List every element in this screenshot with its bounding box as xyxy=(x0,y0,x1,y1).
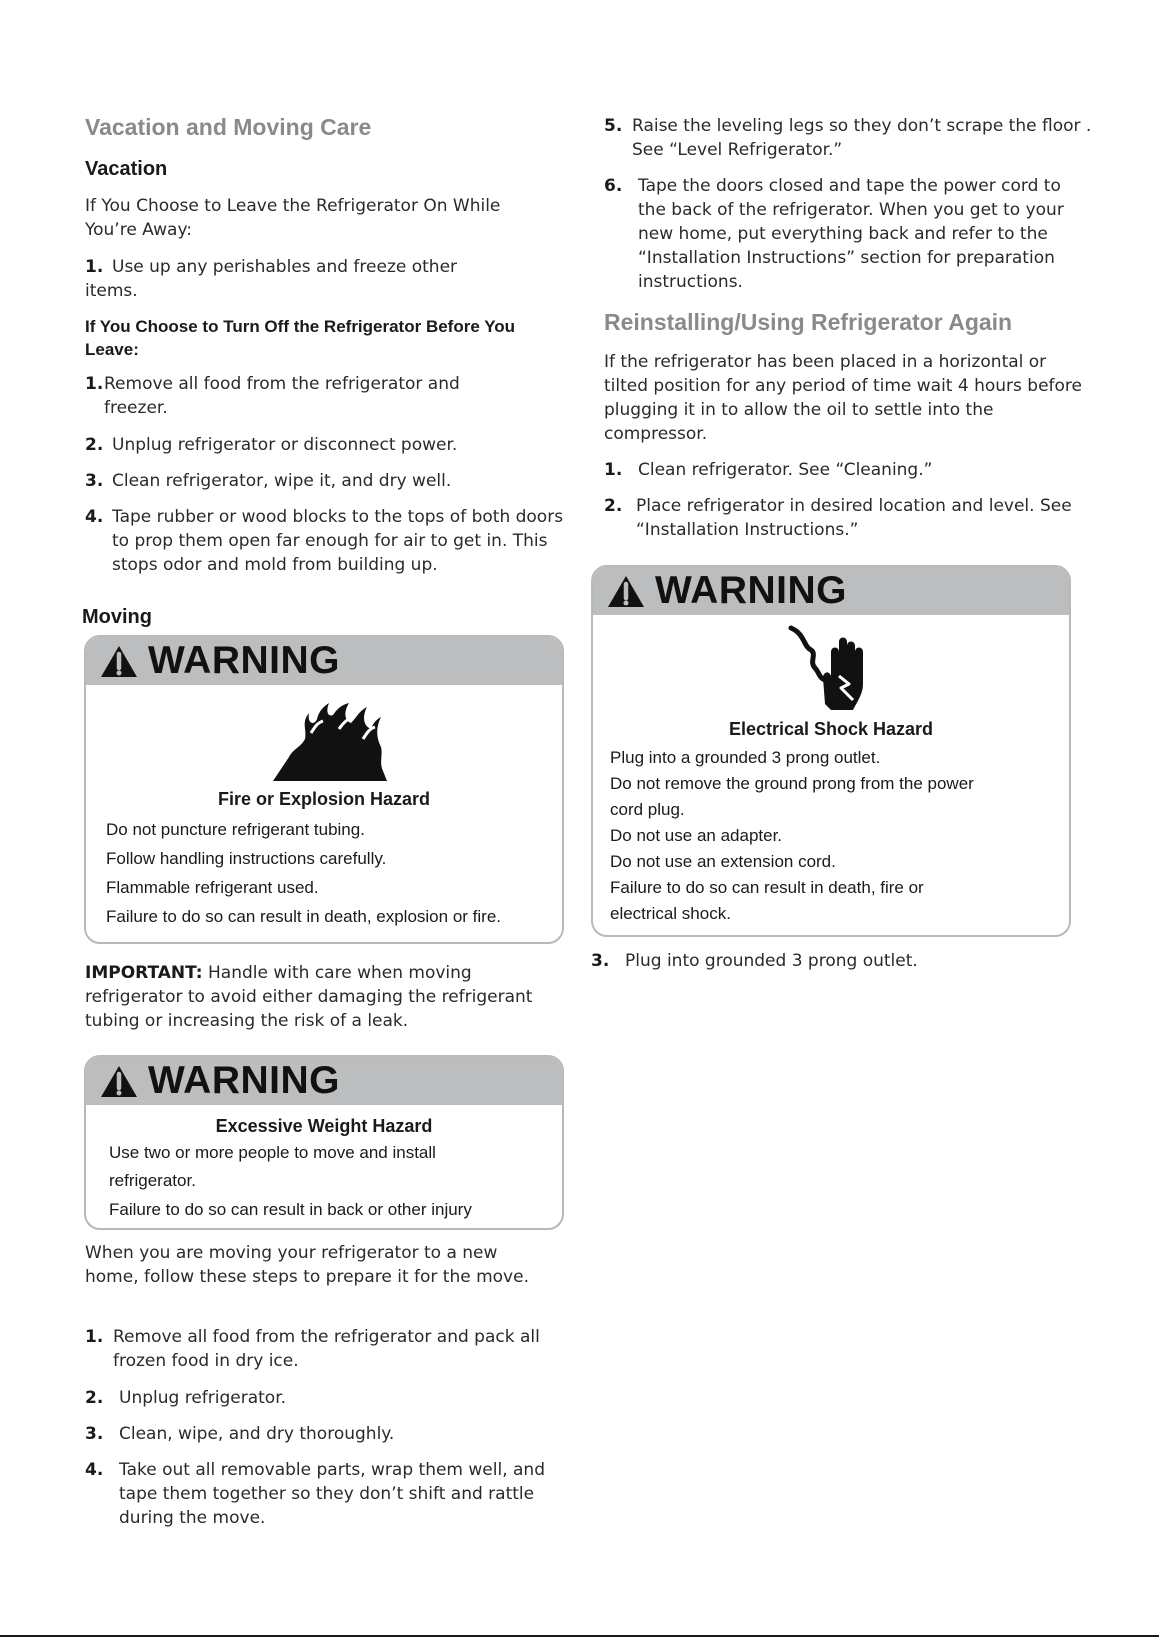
step-number: 4. xyxy=(85,507,104,527)
important-text: Handle with care when moving refrigerator to avoid either damaging the refrigerant tubing or increasing the risk of a leak. xyxy=(85,963,533,1031)
warning-line: cord plug. xyxy=(610,800,685,819)
warning-header xyxy=(86,637,562,685)
warning-line: Failure to do so can result in death, explosion or fire. xyxy=(106,907,501,926)
turn-off-step xyxy=(85,505,575,577)
warning-line: Flammable refrigerant used. xyxy=(106,878,319,897)
page-bottom-rule xyxy=(0,1635,1159,1637)
fire-icon xyxy=(271,699,391,783)
warning-triangle-icon xyxy=(100,645,138,678)
warning-line: Use two or more people to move and install xyxy=(109,1143,436,1162)
step-text: Use up any perishables and freeze other items. xyxy=(85,257,458,301)
warning-title: Electrical Shock Hazard xyxy=(728,719,934,739)
warning-line: Failure to do so can result in death, fire or xyxy=(610,878,924,897)
important-label: IMPORTANT: xyxy=(85,963,203,983)
moving-step xyxy=(85,1458,575,1530)
warning-box-shock xyxy=(591,565,1071,937)
step-number: 2. xyxy=(604,496,623,516)
warning-line: Do not puncture refrigerant tubing. xyxy=(106,820,365,839)
warning-title: Excessive Weight Hazard xyxy=(215,1116,433,1136)
section-title-vacation-moving: Vacation and Moving Care xyxy=(85,114,372,140)
turn-off-step xyxy=(85,372,505,420)
warning-line: refrigerator. xyxy=(109,1171,196,1190)
moving-step xyxy=(85,1422,555,1446)
warning-line: Do not remove the ground prong from the power xyxy=(610,774,974,793)
step-number: 4. xyxy=(85,1460,104,1480)
moving-step xyxy=(85,1325,575,1373)
step-number: 2. xyxy=(85,435,104,455)
moving-step xyxy=(85,1386,555,1410)
step-text: Unplug refrigerator. xyxy=(119,1388,287,1408)
step-number: 1. xyxy=(85,1327,104,1347)
warning-header xyxy=(593,567,1069,615)
step-number: 1. xyxy=(604,460,623,480)
step-text: Tape rubber or wood blocks to the tops of both doors to prop them open far enough for air to get in. This stops odor and mold from building up. xyxy=(112,507,564,575)
important-note xyxy=(85,961,555,1033)
step-number: 3. xyxy=(85,1424,104,1444)
step-number: 3. xyxy=(591,951,610,971)
step-text: Remove all food from the refrigerator and pack all frozen food in dry ice. xyxy=(113,1327,540,1371)
step-number: 1. xyxy=(85,257,104,277)
turn-off-step xyxy=(85,469,555,493)
warning-line: electrical shock. xyxy=(610,904,731,923)
step-text: Tape the doors closed and tape the power cord to the back of the refrigerator. When you get to your new home, put everything back and refer to the “Installation Instructions” section for preparation instructions. xyxy=(638,176,1064,292)
warning-line: Follow handling instructions carefully. xyxy=(106,849,387,868)
warning-line: Do not use an extension cord. xyxy=(610,852,836,871)
warning-line: Failure to do so can result in back or other injury xyxy=(109,1200,472,1219)
warning-box-fire xyxy=(84,635,564,944)
step-text: Take out all removable parts, wrap them well, and tape them together so they don’t shift and rattle during the move. xyxy=(119,1460,545,1528)
reinstall-text: If the refrigerator has been placed in a horizontal or tilted position for any period of time wait 4 hours before plugging it in to allow the oil to settle into the compressor. xyxy=(604,352,1083,444)
step-number: 6. xyxy=(604,176,623,196)
moving-step xyxy=(604,174,1084,294)
reinstall-step xyxy=(591,949,1061,973)
moving-step xyxy=(604,114,1094,162)
step-text: Place refrigerator in desired location and level. See “Installation Instructions.” xyxy=(636,496,1072,540)
step-text: Clean refrigerator. See “Cleaning.” xyxy=(638,460,933,480)
step-text: Plug into grounded 3 prong outlet. xyxy=(625,951,918,971)
warning-label: WARNING xyxy=(655,569,847,612)
reinstall-step xyxy=(604,494,1099,542)
warning-label: WARNING xyxy=(148,639,340,682)
step-number: 3. xyxy=(85,471,104,491)
moving-intro: When you are moving your refrigerator to a new home, follow these steps to prepare it for the move. xyxy=(85,1243,529,1287)
leave-on-step xyxy=(85,255,505,303)
section-title-reinstall: Reinstalling/Using Refrigerator Again xyxy=(604,309,1013,335)
warning-triangle-icon xyxy=(100,1065,138,1098)
electrical-shock-hand-icon xyxy=(783,622,883,714)
turn-off-heading: If You Choose to Turn Off the Refrigerator Before You Leave: xyxy=(85,317,516,359)
reinstall-step xyxy=(604,458,1094,482)
step-text: Clean refrigerator, wipe it, and dry well. xyxy=(112,471,452,491)
step-number: 2. xyxy=(85,1388,104,1408)
step-text: Clean, wipe, and dry thoroughly. xyxy=(119,1424,395,1444)
step-text: Unplug refrigerator or disconnect power. xyxy=(112,435,458,455)
step-text: Raise the leveling legs so they don’t scrape the floor . See “Level Refrigerator.” xyxy=(632,116,1092,160)
moving-heading: Moving xyxy=(82,606,152,628)
warning-line: Do not use an adapter. xyxy=(610,826,783,845)
step-number: 1. xyxy=(85,374,104,394)
step-text: Remove all food from the refrigerator and freezer. xyxy=(104,374,460,418)
leave-on-text: If You Choose to Leave the Refrigerator On While You’re Away: xyxy=(85,196,501,240)
warning-header xyxy=(86,1057,562,1105)
warning-label: WARNING xyxy=(148,1059,340,1102)
turn-off-step xyxy=(85,433,555,457)
warning-line: Plug into a grounded 3 prong outlet. xyxy=(610,748,881,767)
step-number: 5. xyxy=(604,116,623,136)
vacation-heading: Vacation xyxy=(85,158,168,180)
warning-triangle-icon xyxy=(607,575,645,608)
warning-title: Fire or Explosion Hazard xyxy=(217,789,431,809)
warning-box-weight xyxy=(84,1055,564,1230)
